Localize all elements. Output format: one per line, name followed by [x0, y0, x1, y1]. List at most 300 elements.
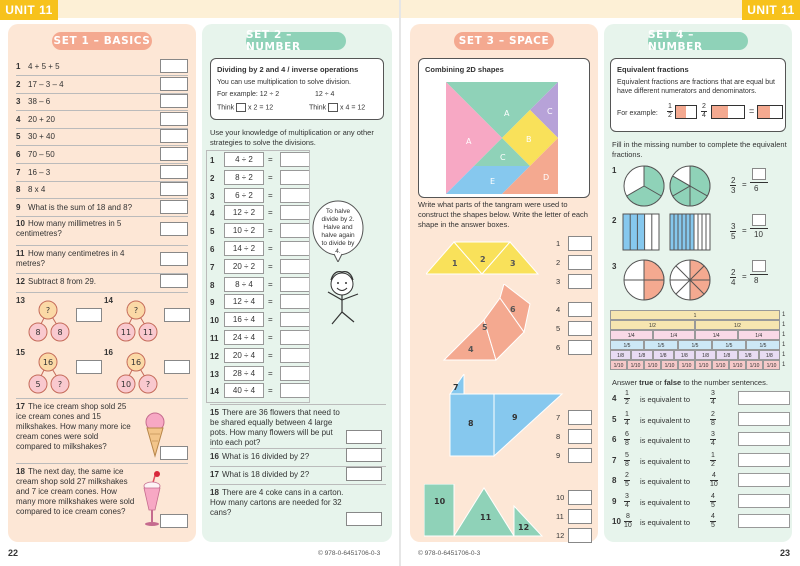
given-fraction: [730, 222, 736, 241]
set1-q11-answer[interactable]: [160, 252, 188, 266]
q-number: 11: [16, 249, 25, 258]
equals-sign: =: [742, 272, 747, 281]
tf-fraction-b: [710, 452, 716, 469]
equals-sign: =: [268, 386, 273, 396]
division-expression: 4 ÷ 2: [224, 152, 264, 167]
example-bar-result: [757, 105, 783, 119]
numerator: 2: [711, 410, 715, 418]
set4-card-title: Equivalent fractions: [617, 65, 689, 74]
tangram-label: C: [547, 107, 553, 116]
set1-answer-box[interactable]: [160, 182, 188, 196]
set1-q11: [16, 249, 136, 269]
missing-numerator-box[interactable]: [752, 168, 766, 180]
set3-answer-box[interactable]: [568, 490, 592, 505]
tf-row: [610, 513, 792, 531]
set3-answer-box[interactable]: [568, 429, 592, 444]
shape-house: [436, 374, 568, 460]
division-expression: 24 ÷ 4: [224, 330, 264, 345]
denominator: 4: [625, 419, 629, 427]
divider: [16, 245, 188, 246]
set4-q2-number: 2: [612, 216, 617, 225]
q-number: 1: [16, 62, 21, 71]
q-number: 18: [210, 488, 219, 497]
fraction-wall-cell: 1/10: [678, 360, 695, 370]
divider: [210, 404, 386, 405]
tangram-label: E: [490, 177, 496, 186]
example-equals: =: [749, 106, 755, 116]
denominator: 4: [625, 501, 629, 509]
think-label: Think: [217, 104, 235, 112]
q-text: The ice cream shop sold 25 ice cream cones and 15 milkshakes. How many more ice cream cones were sold compared to milkshakes?: [16, 402, 131, 451]
q-number: 15: [210, 408, 219, 417]
denominator: 10: [754, 230, 763, 239]
row-number: 5: [210, 227, 215, 237]
tangram-label: A: [466, 137, 472, 146]
row-number: 9: [210, 298, 215, 308]
equals-sign: =: [268, 190, 273, 200]
set3-answer-number: 12: [556, 531, 565, 540]
denominator: 2: [711, 460, 715, 468]
numerator: 5: [625, 451, 629, 459]
tangram-label: D: [543, 173, 550, 182]
tf-fraction-b: [710, 472, 718, 489]
shape-label: 7: [453, 383, 459, 392]
q-text: What is 16 divided by 2?: [222, 452, 310, 461]
division-expression: 14 ÷ 2: [224, 241, 264, 256]
set2-card-example2: 12 ÷ 4: [315, 91, 335, 98]
tf-fraction-a: [624, 431, 630, 448]
example-fraction-1: [667, 103, 673, 120]
division-expression: 12 ÷ 2: [224, 205, 264, 220]
bond-number: 13: [16, 296, 25, 305]
number-bond-diagram: [28, 350, 72, 396]
set3-answer-box[interactable]: [568, 255, 592, 270]
set2-q18-answer[interactable]: [346, 512, 382, 526]
set1-q12: [16, 277, 156, 287]
fraction-wall-cell: 1/5: [746, 340, 780, 350]
set3-answer-box[interactable]: [568, 410, 592, 425]
set2-q17-answer[interactable]: [346, 467, 382, 481]
set3-answer-box[interactable]: [568, 448, 592, 463]
q-number: 6: [16, 150, 21, 159]
set1-question: [16, 97, 156, 107]
tf-fraction-a: [624, 493, 630, 510]
speech-bubble-text: To halve divide by 2. Halve and halve again to divide by 4.: [321, 208, 355, 255]
bond-answer-box[interactable]: [76, 308, 102, 322]
q-number: 12: [16, 277, 25, 286]
q-number: 18: [16, 467, 25, 476]
q-number: 2: [16, 79, 21, 89]
set2-q15: [210, 408, 344, 448]
divider: [210, 484, 386, 485]
numerator: 3: [625, 492, 629, 500]
numerator: 8: [625, 513, 630, 520]
q-number: 17: [16, 402, 25, 411]
set1-q18-answer[interactable]: [160, 514, 188, 528]
denominator: 10: [710, 481, 718, 488]
set3-answer-box[interactable]: [568, 528, 592, 543]
shape-trapezoid: [426, 240, 542, 276]
tf-intro-true: true: [639, 378, 654, 387]
set1-answer-box[interactable]: [160, 112, 188, 126]
set3-answer-box[interactable]: [568, 509, 592, 524]
q-number: 5: [16, 132, 21, 142]
bond-value-left: 10: [120, 380, 132, 389]
tf-number: 5: [612, 414, 617, 424]
set3-answer-box[interactable]: [568, 274, 592, 289]
set3-card-title: Combining 2D shapes: [425, 65, 504, 74]
tf-fraction-b: [710, 390, 716, 407]
shape-label: 3: [510, 259, 516, 268]
q-number: 4: [16, 114, 21, 124]
tf-answer-box[interactable]: [738, 494, 790, 508]
set1-question: [16, 203, 156, 213]
fraction-wall-cell: 1/8: [738, 350, 759, 360]
set4-tf-intro: [612, 378, 768, 388]
tf-intro-false: false: [664, 378, 682, 387]
tf-answer-box[interactable]: [738, 473, 790, 487]
tf-fraction-b: [710, 513, 716, 530]
division-expression: 12 ÷ 4: [224, 294, 264, 309]
example-bar-half: [675, 105, 697, 119]
numerator: 1: [711, 451, 715, 459]
q-text: 16 – 3: [28, 167, 51, 177]
fraction-wall-end: 1: [782, 362, 786, 368]
fraction-wall-cell: 1: [610, 310, 780, 320]
shape-label: 2: [480, 255, 486, 264]
numerator: 6: [625, 431, 629, 438]
set3-answer-number: 11: [556, 512, 564, 521]
fraction-wall-cell: 1/4: [610, 330, 653, 340]
set2-think2: [309, 103, 365, 112]
bond-number: 15: [16, 348, 25, 357]
shape-label: 12: [518, 523, 530, 532]
unit-tab-right: UNIT 11: [742, 0, 800, 20]
q-text: What is the sum of 18 and 8?: [28, 202, 133, 212]
bond-value-top: ?: [45, 306, 51, 315]
numerator: 3: [731, 222, 736, 231]
set1-answer-box[interactable]: [160, 200, 188, 214]
fraction-wall-cell: 1/10: [627, 360, 644, 370]
set1-title: SET 1 – BASICS: [52, 32, 152, 50]
numerator: 2: [731, 268, 736, 277]
fraction-wall-cell: 1/10: [729, 360, 746, 370]
numerator: 1: [625, 390, 629, 397]
missing-numerator-box[interactable]: [752, 214, 766, 226]
set2-q16-answer[interactable]: [346, 448, 382, 462]
equals-sign: =: [268, 155, 273, 164]
numerator: 3: [711, 390, 715, 397]
q-text: How many centimetres in 4 metres?: [16, 249, 125, 268]
bar-fractions-q2: [622, 212, 716, 252]
denominator: 5: [625, 481, 629, 488]
division-expression: 8 ÷ 2: [224, 170, 264, 185]
fraction-wall-cell: 1/8: [610, 350, 631, 360]
top-strip-right: [400, 0, 800, 18]
set3-answer-box[interactable]: [568, 236, 592, 251]
denominator: 4: [711, 440, 715, 447]
set1-answer-box[interactable]: [160, 94, 188, 108]
fraction-wall-cell: 1/10: [610, 360, 627, 370]
fraction-wall-cell: 1/8: [695, 350, 716, 360]
fraction-wall-cell: 1/10: [763, 360, 780, 370]
fraction-wall-cell: 1/2: [695, 320, 780, 330]
numerator: 2: [731, 176, 736, 185]
set3-answer-number: 8: [556, 432, 561, 441]
set3-answer-number: 2: [556, 258, 561, 267]
fraction-wall-cell: 1/5: [644, 340, 678, 350]
divider: [16, 216, 188, 217]
fraction-wall-end: 1: [782, 322, 786, 328]
set2-q15-answer[interactable]: [346, 430, 382, 444]
tf-number: 10: [612, 517, 621, 526]
equals-sign: =: [268, 226, 273, 236]
row-number: 1: [210, 156, 215, 165]
tf-text: is equivalent to: [640, 518, 691, 527]
set1-question: [16, 150, 156, 160]
isbn-right: © 978-0-6451706-0-3: [418, 550, 481, 557]
tf-text: is equivalent to: [640, 456, 691, 466]
fraction-bar: [750, 182, 768, 183]
division-expression: 28 ÷ 4: [224, 366, 264, 381]
fraction-wall-cell: 1/10: [695, 360, 712, 370]
fraction-wall-cell: 1/8: [716, 350, 737, 360]
bond-answer-box[interactable]: [76, 360, 102, 374]
set1-answer-box[interactable]: [160, 147, 188, 161]
row-number: 2: [210, 173, 215, 183]
set4-intro: Fill in the missing number to complete the equivalent fractions.: [612, 140, 787, 159]
shape-label: 5: [482, 323, 488, 332]
tf-fraction-a: [624, 452, 630, 469]
set2-card-text: You can use multiplication to solve division.: [217, 79, 351, 86]
equals-sign: =: [268, 244, 273, 253]
q-number: 3: [16, 97, 21, 107]
set3-answer-number: 6: [556, 343, 561, 352]
circle-fractions-q3: [622, 258, 712, 302]
fraction-wall-cell: 1/5: [712, 340, 746, 350]
set3-answer-box[interactable]: [568, 321, 592, 336]
set1-q10-answer[interactable]: [160, 222, 188, 236]
set4-info-card: [610, 58, 786, 132]
tf-intro-post: to the number sentences.: [681, 378, 768, 387]
set3-answer-number: 4: [556, 305, 561, 314]
q-text: 20 + 20: [28, 114, 55, 124]
fraction-wall-cell: 1/8: [653, 350, 674, 360]
q-text: Subtract 8 from 29.: [28, 277, 97, 286]
row-number: 6: [210, 245, 215, 254]
division-expression: 8 ÷ 4: [224, 277, 264, 292]
page-number-left: 22: [8, 548, 19, 558]
set1-q17-answer[interactable]: [160, 446, 188, 460]
q-text: 4 + 5 + 5: [28, 62, 60, 71]
fraction-wall-cell: 1/8: [759, 350, 780, 360]
boy-character-icon: [318, 268, 368, 330]
numerator: 4: [711, 492, 715, 500]
set3-answer-number: 3: [556, 277, 561, 286]
bond-value-right: 11: [142, 328, 154, 337]
tf-answer-box[interactable]: [738, 514, 790, 528]
denominator: 5: [711, 522, 715, 529]
fraction-bar: [750, 228, 768, 229]
set3-answer-box[interactable]: [568, 302, 592, 317]
denominator: 5: [731, 232, 736, 241]
tf-answer-box[interactable]: [738, 432, 790, 446]
bond-answer-box[interactable]: [164, 360, 190, 374]
division-expression: 40 ÷ 4: [224, 383, 264, 398]
q-text: 17 – 3 – 4: [28, 79, 64, 89]
shape-label: 10: [434, 497, 446, 506]
equals-sign: =: [268, 172, 273, 182]
q-text: 8 x 4: [28, 185, 46, 195]
bond-value-right: 8: [57, 328, 63, 337]
row-number: 13: [210, 369, 219, 379]
q-text: 30 + 40: [28, 132, 55, 142]
q-number: 17: [210, 470, 219, 479]
tf-intro-pre: Answer: [612, 378, 640, 387]
row-number: 11: [210, 334, 219, 343]
number-bond-diagram: [116, 350, 160, 396]
example-fraction-2: [701, 103, 707, 120]
row-number: 4: [210, 209, 215, 219]
shape-label: 8: [468, 419, 474, 428]
fraction-wall-cell: 1/10: [746, 360, 763, 370]
example-bar-quarters: [711, 105, 745, 119]
fraction-wall-cell: 1/4: [738, 330, 781, 340]
denominator: 8: [711, 419, 715, 427]
set1-q18: [16, 467, 136, 517]
equals-sign: =: [268, 333, 273, 342]
q-number: 9: [16, 202, 21, 212]
equals-sign: =: [268, 297, 273, 307]
divider: [16, 398, 188, 399]
shape-label: 1: [452, 259, 458, 268]
set3-answer-number: 5: [556, 324, 561, 333]
numerator: 4: [711, 513, 715, 520]
q-number: 8: [16, 185, 21, 195]
q-text: 38 – 6: [28, 97, 51, 107]
tf-row: [610, 431, 792, 449]
set4-example-label: For example:: [617, 110, 658, 117]
page-number-right: 23: [780, 548, 791, 558]
tf-row: [610, 472, 792, 490]
set2-card-title: Dividing by 2 and 4 / inverse operations: [217, 65, 359, 74]
numerator: 3: [711, 431, 715, 438]
bond-number: 16: [104, 348, 113, 357]
row-number: 8: [210, 280, 215, 290]
equals-sign: =: [268, 261, 273, 271]
division-expression: 16 ÷ 4: [224, 312, 264, 327]
tf-text: is equivalent to: [640, 415, 691, 425]
set1-answer-box[interactable]: [160, 129, 188, 143]
division-expression: 20 ÷ 2: [224, 259, 264, 274]
denominator: 2: [625, 399, 629, 406]
tangram-label: B: [526, 135, 532, 144]
page-gutter: [399, 0, 401, 566]
set1-q12-answer[interactable]: [160, 274, 188, 288]
tf-number: 9: [612, 496, 617, 506]
set1-q10: [16, 219, 136, 239]
tf-answer-box[interactable]: [738, 391, 790, 405]
bond-answer-box[interactable]: [164, 308, 190, 322]
row-number: 12: [210, 351, 219, 361]
missing-numerator-box[interactable]: [752, 260, 766, 272]
bond-value-top: 16: [42, 358, 54, 367]
fraction-wall-cell: 1/10: [644, 360, 661, 370]
set1-question: [16, 132, 156, 142]
q-number: 7: [16, 167, 21, 177]
equals-sign: =: [742, 226, 747, 235]
tf-row: [610, 452, 792, 470]
tf-fraction-a: [624, 411, 630, 428]
division-expression: 20 ÷ 4: [224, 348, 264, 363]
denominator: 3: [731, 186, 736, 195]
denominator: 4: [702, 112, 706, 119]
tf-fraction-b: [710, 431, 716, 448]
equals-sign: =: [268, 208, 273, 218]
bond-value-left: 11: [120, 328, 132, 337]
q-text: 70 – 50: [28, 150, 55, 159]
fraction-wall-cell: 1/5: [678, 340, 712, 350]
set1-answer-box[interactable]: [160, 59, 188, 73]
set1-question: [16, 168, 156, 178]
fraction-wall-cell: 1/2: [610, 320, 695, 330]
equals-sign: =: [268, 368, 273, 378]
set1-q17: [16, 402, 134, 452]
tf-fraction-a: [624, 390, 630, 407]
shape-label: 4: [468, 345, 474, 354]
tf-text: is equivalent to: [640, 436, 691, 445]
q-text: What is 18 divided by 2?: [222, 470, 310, 479]
shape-boat: [424, 484, 544, 538]
bond-number: 14: [104, 296, 113, 305]
given-fraction: [730, 176, 736, 195]
set1-answer-box[interactable]: [160, 77, 188, 91]
top-strip-left: [0, 0, 400, 18]
think-box: [236, 103, 246, 112]
set3-answer-number: 7: [556, 413, 561, 422]
number-bond-diagram: [116, 298, 160, 344]
shape-label: 9: [512, 413, 518, 422]
tf-row: [610, 493, 792, 511]
tf-answer-box[interactable]: [738, 412, 790, 426]
set4-q3-number: 3: [612, 262, 617, 271]
tf-number: 6: [612, 435, 617, 444]
q-number: 10: [16, 219, 25, 228]
tangram-figure: [446, 82, 560, 196]
row-number: 7: [210, 262, 215, 272]
tf-row: [610, 390, 792, 408]
set2-card-example: For example: 12 ÷ 2: [217, 91, 280, 98]
denominator: 2: [668, 112, 672, 119]
tf-fraction-b: [710, 411, 716, 428]
tf-text: is equivalent to: [640, 395, 691, 404]
tf-answer-box[interactable]: [738, 453, 790, 467]
set1-answer-box[interactable]: [160, 165, 188, 179]
tf-intro-or: or: [653, 378, 665, 387]
numerator: 1: [625, 410, 629, 418]
set3-answer-number: 10: [556, 493, 565, 502]
division-expression: 10 ÷ 2: [224, 223, 264, 238]
set3-answer-box[interactable]: [568, 340, 592, 355]
shape-label: 11: [480, 513, 492, 522]
set1-question: [16, 115, 156, 125]
think-label: Think: [309, 104, 327, 112]
tf-fraction-a: [624, 513, 632, 530]
set2-q16: [210, 452, 344, 462]
isbn-left: © 978-0-6451706-0-3: [318, 550, 381, 557]
set2-q17: [210, 470, 344, 480]
given-fraction: [730, 268, 736, 287]
